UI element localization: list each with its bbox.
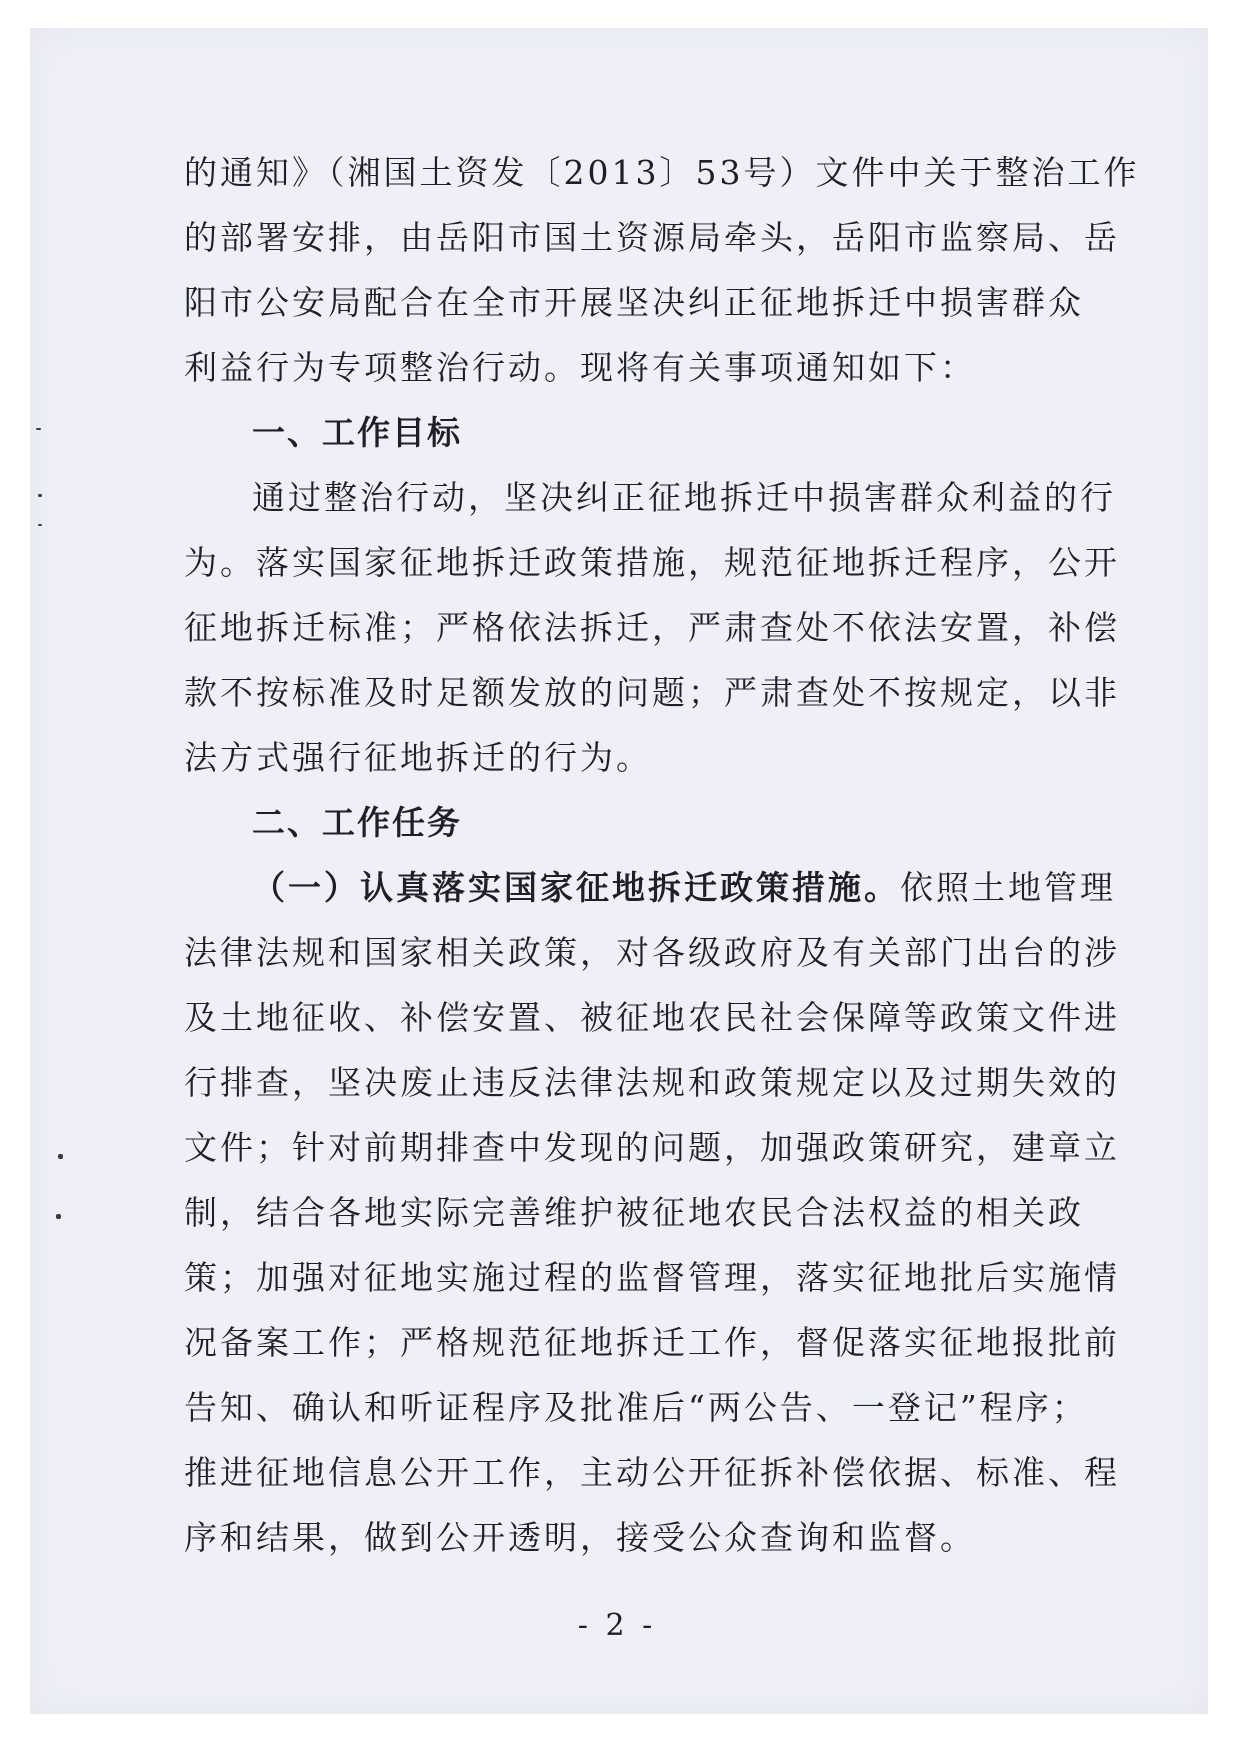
text-line: 阳市公安局配合在全市开展坚决纠正征地拆迁中损害群众 (184, 283, 1084, 322)
document-body (184, 140, 1140, 1570)
text-fragment: 依照土地管理 (900, 868, 1116, 907)
text-line: 及土地征收、补偿安置、被征地农民社会保障等政策文件进 (184, 998, 1120, 1037)
text-line: 通过整治行动，坚决纠正征地拆迁中损害群众利益的行 (252, 478, 1116, 517)
scan-mark (58, 1154, 63, 1159)
page-number: - 2 - (577, 1608, 657, 1643)
text-line: 序和结果，做到公开透明，接受公众查询和监督。 (184, 1518, 976, 1557)
text-line (184, 855, 1116, 920)
text-line: 征地拆迁标准；严格依法拆迁，严肃查处不依法安置，补偿 (184, 608, 1120, 647)
text-line: 款不按标准及时足额发放的问题；严肃查处不按规定，以非 (184, 673, 1120, 712)
text-line: 的通知》（湘国土资发〔2013〕53号）文件中关于整治工作 (184, 153, 1140, 192)
scan-mark (38, 494, 42, 497)
text-line: 告知、确认和听证程序及批准后“两公告、一登记”程序； (184, 1388, 1088, 1427)
section-heading: 一、工作目标 (252, 413, 462, 452)
section-heading: 二、工作任务 (252, 803, 462, 842)
text-line: 推进征地信息公开工作，主动公开征拆补偿依据、标准、程 (184, 1453, 1120, 1492)
text-line: 法方式强行征地拆迁的行为。 (184, 738, 652, 777)
text-line: 行排查，坚决废止违反法律法规和政策规定以及过期失效的 (184, 1063, 1120, 1102)
subsection-lead: （一）认真落实国家征地拆迁政策措施。 (252, 868, 900, 907)
text-line: 制，结合各地实际完善维护被征地农民合法权益的相关政 (184, 1193, 1084, 1232)
scan-mark (56, 1214, 61, 1219)
text-line: 文件；针对前期排查中发现的问题，加强政策研究，建章立 (184, 1128, 1120, 1167)
text-line: 策；加强对征地实施过程的监督管理，落实征地批后实施情 (184, 1258, 1120, 1297)
scan-mark (36, 428, 41, 430)
text-line: 况备案工作；严格规范征地拆迁工作，督促落实征地报批前 (184, 1323, 1120, 1362)
text-line: 利益行为专项整治行动。现将有关事项通知如下： (184, 348, 976, 387)
text-line: 为。落实国家征地拆迁政策措施，规范征地拆迁程序，公开 (184, 543, 1120, 582)
text-line: 的部署安排，由岳阳市国土资源局牵头，岳阳市监察局、岳 (184, 218, 1120, 257)
scan-mark (38, 524, 42, 526)
text-line: 法律法规和国家相关政策，对各级政府及有关部门出台的涉 (184, 933, 1120, 972)
